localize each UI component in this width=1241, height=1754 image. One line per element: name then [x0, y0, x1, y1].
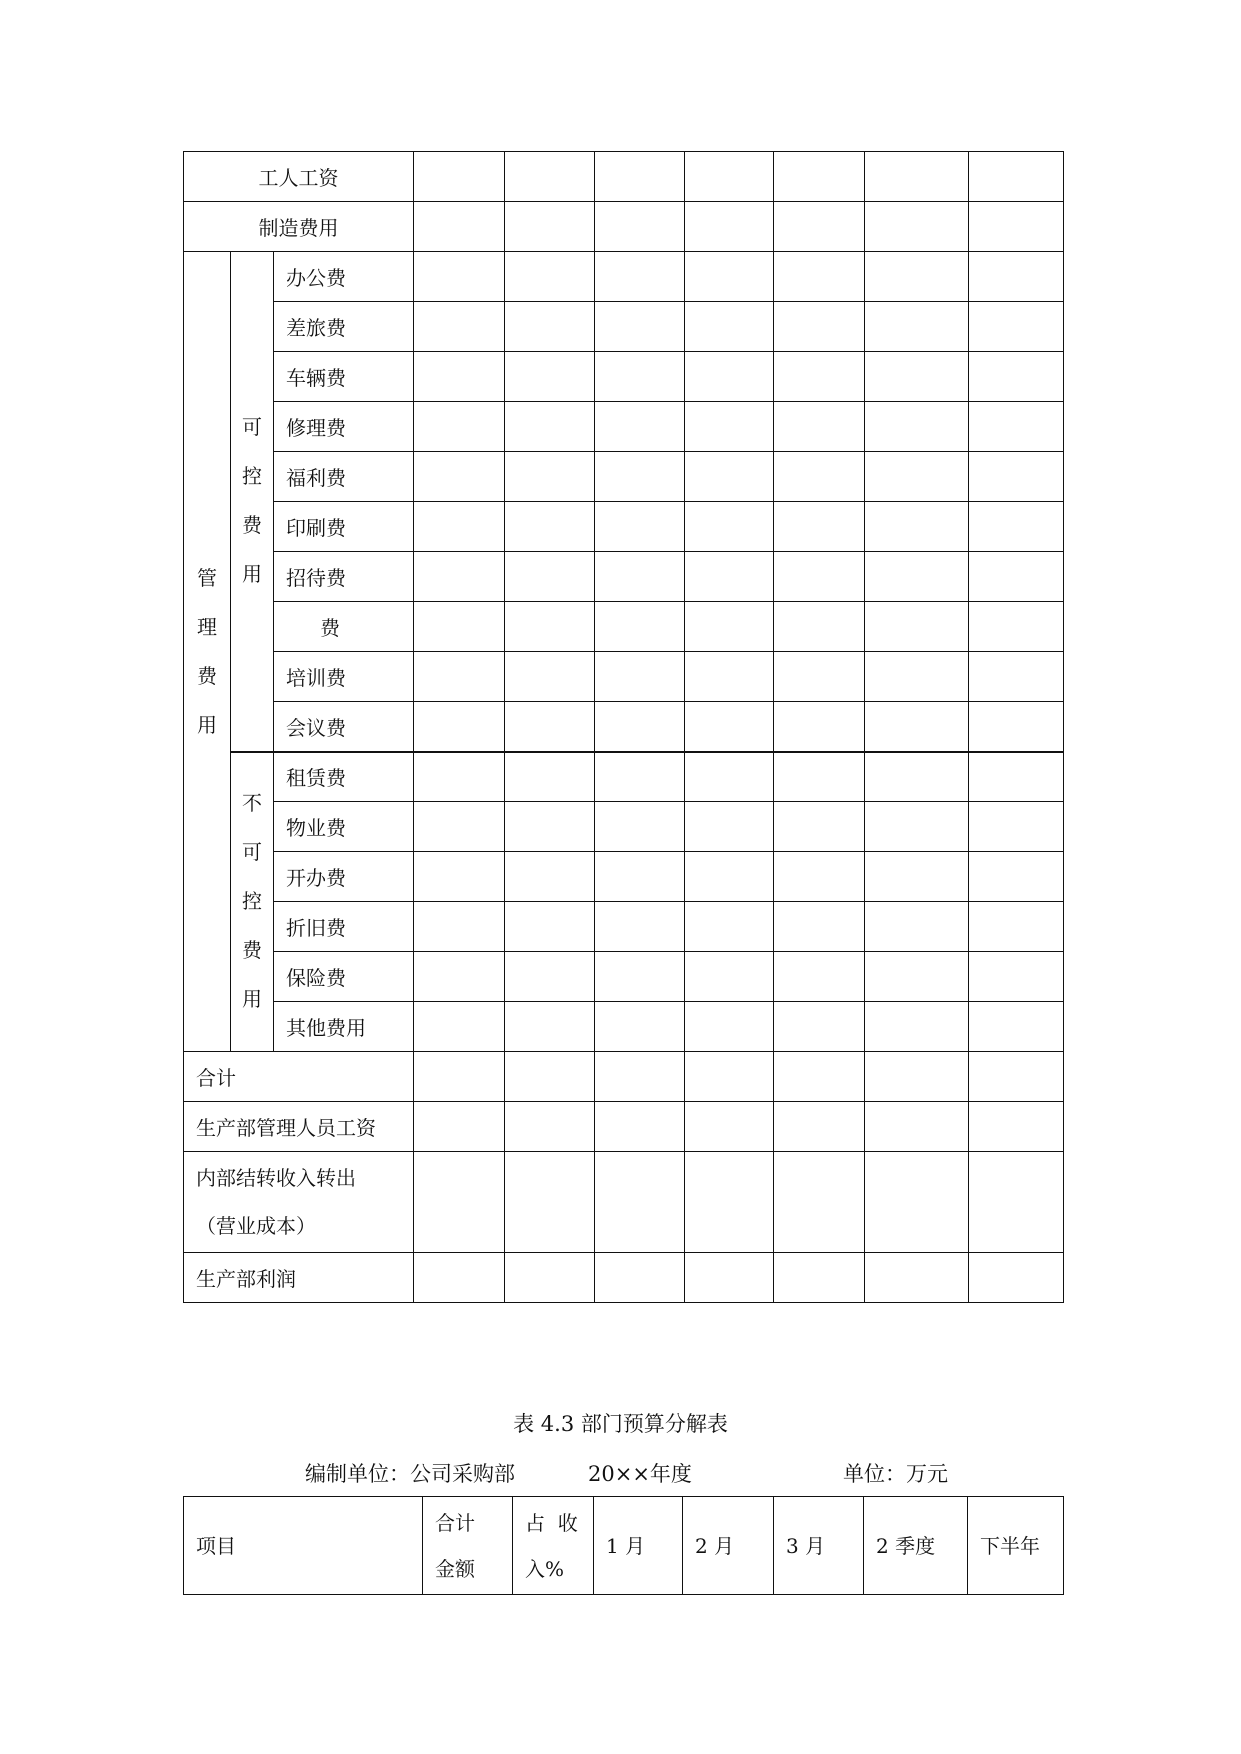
- item-label: 福利费: [274, 452, 414, 502]
- budget-table-lower: [183, 1496, 1064, 1595]
- item-label: 办公费: [274, 252, 414, 302]
- table-row: [184, 302, 1064, 352]
- header-income-pct: [513, 1497, 594, 1595]
- header-month-2: 2 月: [683, 1497, 774, 1595]
- header-second-half: 下半年: [968, 1497, 1064, 1595]
- table-row: [184, 152, 1064, 202]
- budget-table-upper: [183, 151, 1064, 1303]
- table-row: [184, 902, 1064, 952]
- item-label: 修理费: [274, 402, 414, 452]
- table-row: [184, 702, 1064, 752]
- item-label: 折旧费: [274, 902, 414, 952]
- subgroup-label-uncontrollable: [231, 752, 274, 1052]
- table-row: [184, 752, 1064, 802]
- table-row: [184, 202, 1064, 252]
- item-label: 印刷费: [274, 502, 414, 552]
- item-label: 其他费用: [274, 1002, 414, 1052]
- item-label: 物业费: [274, 802, 414, 852]
- table-row: [184, 952, 1064, 1002]
- table-row: [184, 552, 1064, 602]
- row-label-internal-transfer: [184, 1152, 414, 1253]
- item-label: 租赁费: [274, 752, 414, 802]
- table-row: [184, 1253, 1064, 1303]
- table-row: [184, 252, 1064, 302]
- table-row: [184, 802, 1064, 852]
- compiling-unit: 编制单位：公司采购部: [305, 1462, 515, 1486]
- row-label-worker-wages: 工人工资: [184, 152, 414, 202]
- group-label-text: 管理费用: [197, 565, 217, 737]
- table-header-row: [184, 1497, 1064, 1595]
- row-label-line1: 内部结转收入转出: [196, 1166, 356, 1190]
- header-line: 入%: [525, 1556, 565, 1581]
- item-label: 招待费: [274, 552, 414, 602]
- subgroup-label-text: 可控费用: [242, 415, 262, 587]
- item-label: 开办费: [274, 852, 414, 902]
- currency-unit: 单位：万元: [843, 1462, 948, 1486]
- header-total-amount: [423, 1497, 513, 1595]
- table-row: [184, 502, 1064, 552]
- item-label: 培训费: [274, 652, 414, 702]
- row-label-line2: （营业成本）: [196, 1214, 316, 1238]
- header-quarter-2: 2 季度: [864, 1497, 968, 1595]
- table-row: [184, 852, 1064, 902]
- item-label: 会议费: [274, 702, 414, 752]
- item-label: 费: [274, 602, 414, 652]
- header-month-3: 3 月: [774, 1497, 864, 1595]
- table-row: [184, 352, 1064, 402]
- table-row: [184, 1102, 1064, 1152]
- header-item: 项目: [184, 1497, 423, 1595]
- fiscal-year: 20××年度: [588, 1462, 692, 1486]
- table-row: [184, 602, 1064, 652]
- subgroup-label-controllable: [231, 252, 274, 752]
- table-row: [184, 1152, 1064, 1253]
- table-row: [184, 1052, 1064, 1102]
- header-month-1: 1 月: [594, 1497, 683, 1595]
- subgroup-label-text: 不可控费用: [242, 791, 262, 1012]
- header-line: 金额: [435, 1556, 475, 1581]
- table-title: 表 4.3 部门预算分解表: [513, 1412, 728, 1436]
- item-label: 差旅费: [274, 302, 414, 352]
- item-label: 保险费: [274, 952, 414, 1002]
- table-row: [184, 452, 1064, 502]
- group-label-admin-expense: [184, 252, 231, 1052]
- table-row: [184, 652, 1064, 702]
- header-line: 合计: [435, 1510, 475, 1535]
- row-label-manufacturing-cost: 制造费用: [184, 202, 414, 252]
- row-label-profit: 生产部利润: [184, 1253, 414, 1303]
- row-label-mgmt-wages: 生产部管理人员工资: [184, 1102, 414, 1152]
- row-label-total: 合计: [184, 1052, 414, 1102]
- table-row: [184, 402, 1064, 452]
- item-label: 车辆费: [274, 352, 414, 402]
- header-line: 占 收: [525, 1510, 578, 1535]
- table-row: [184, 1002, 1064, 1052]
